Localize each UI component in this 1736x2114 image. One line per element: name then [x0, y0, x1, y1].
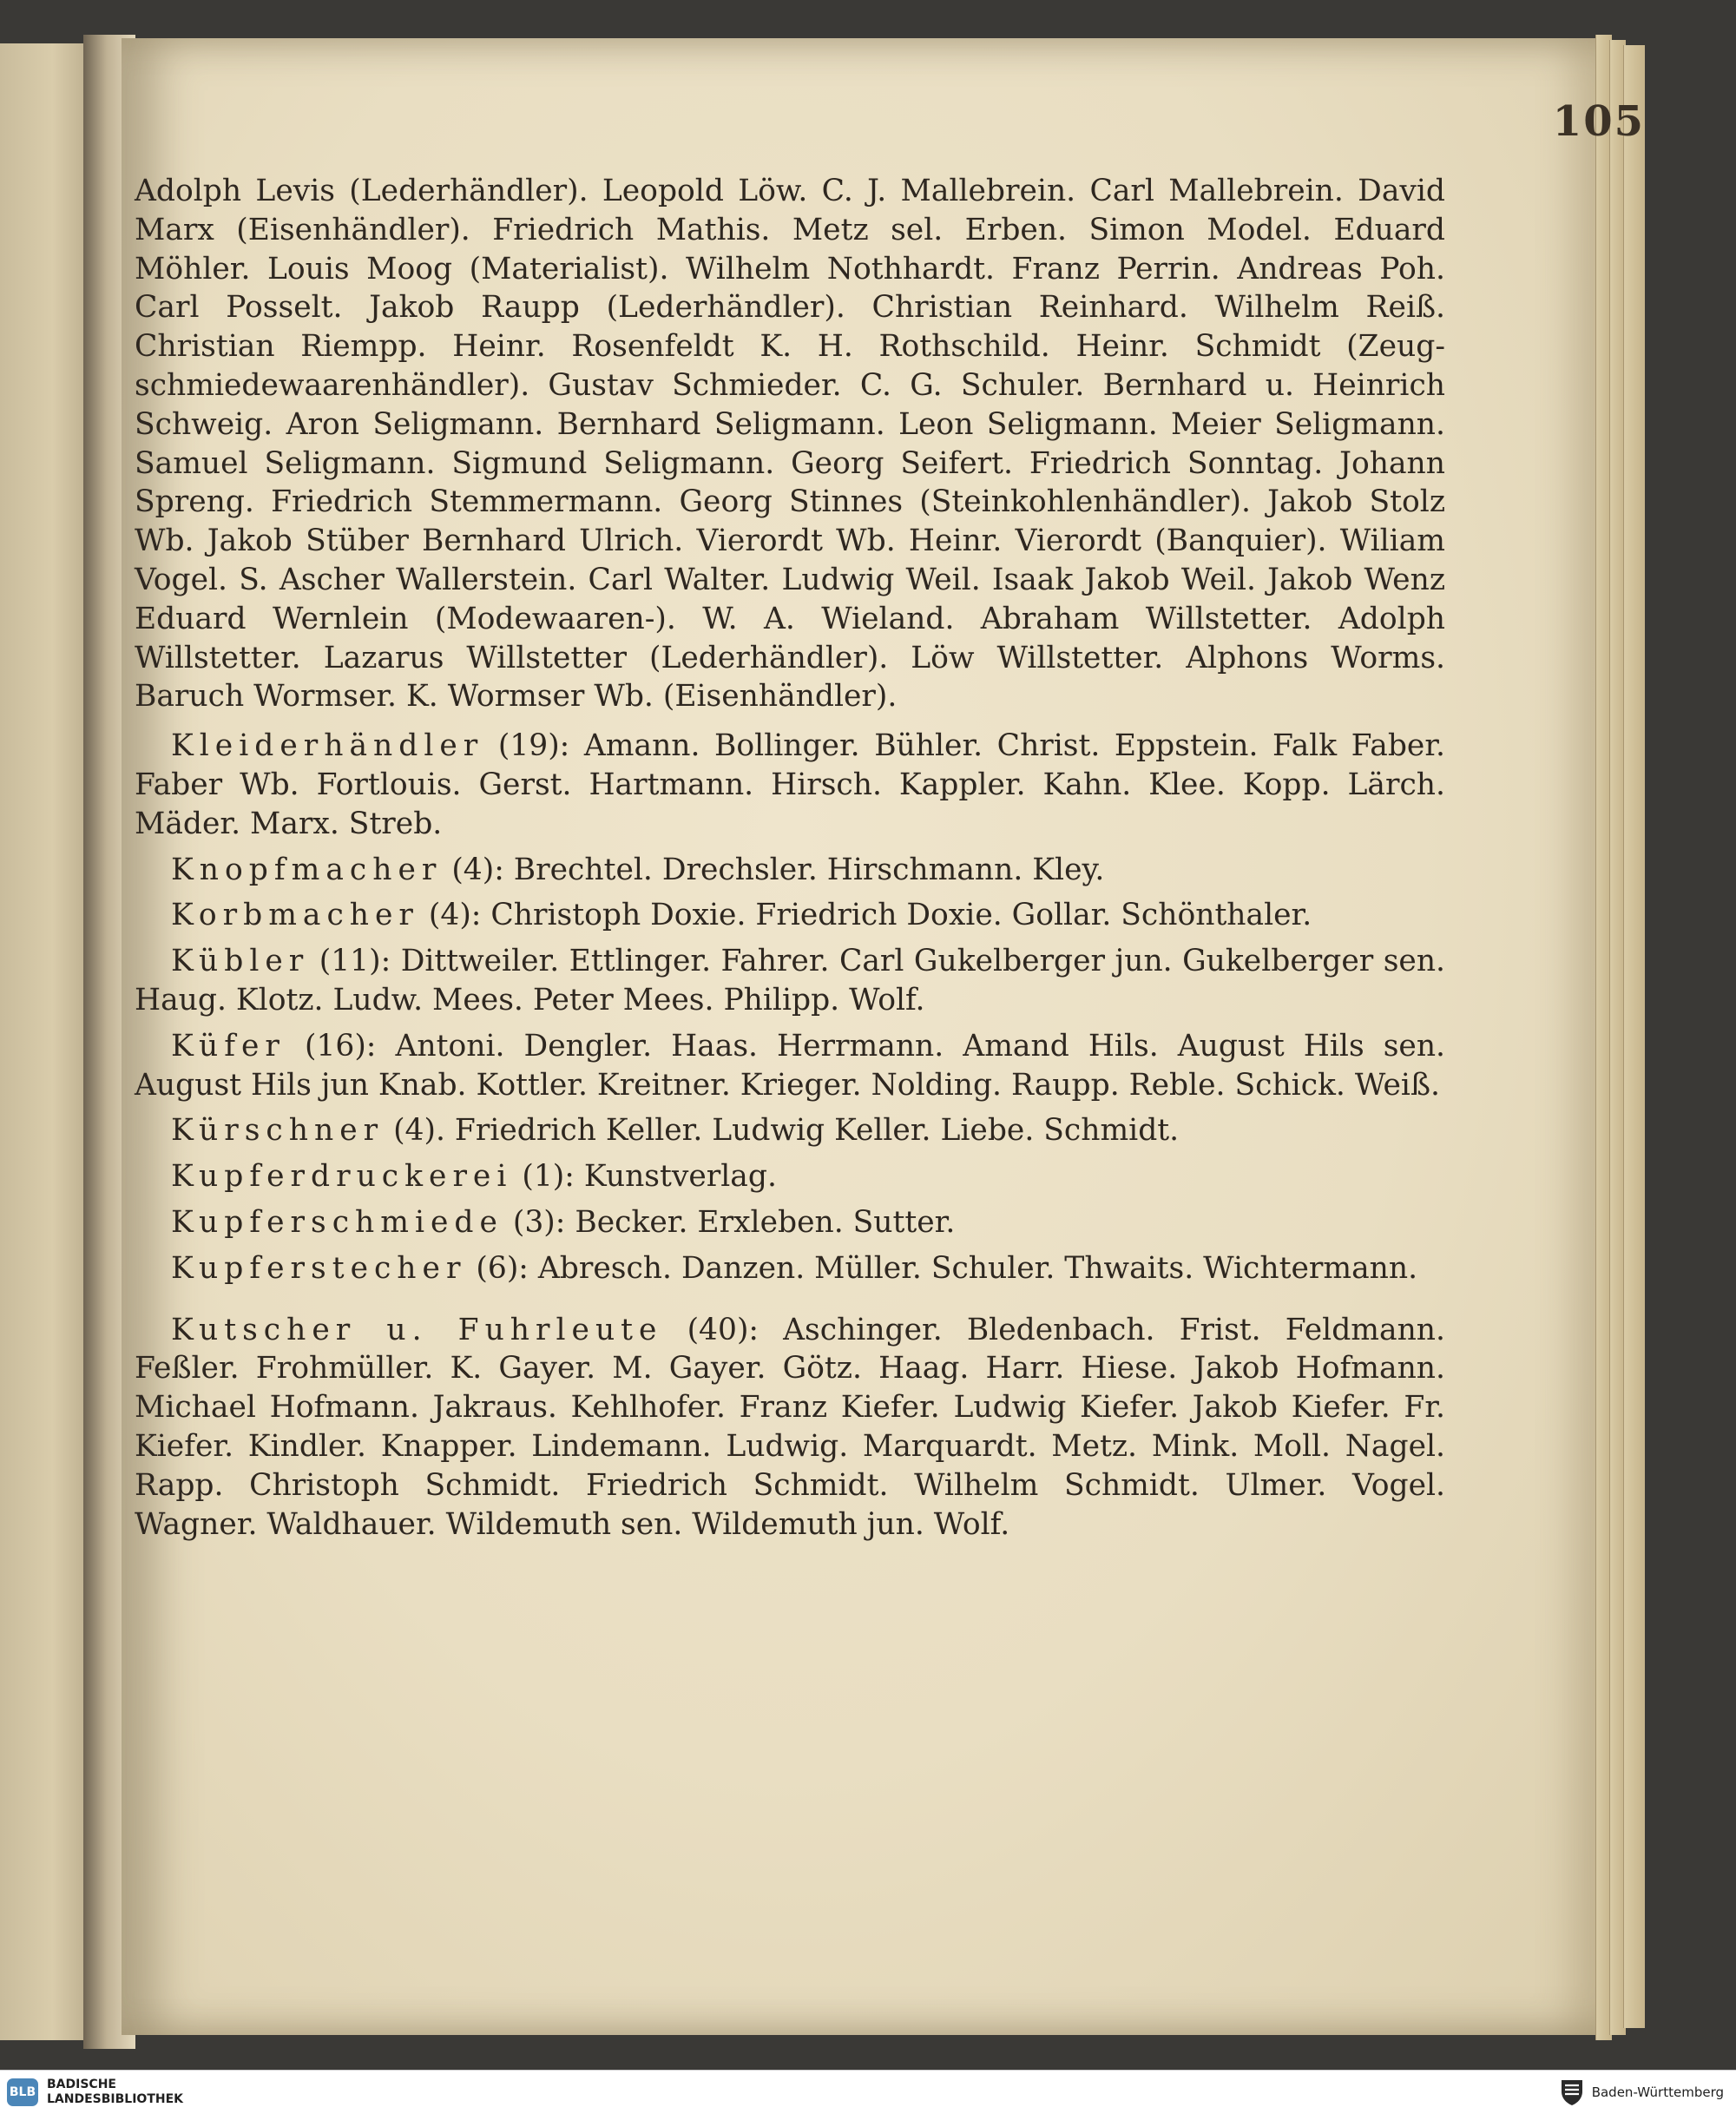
- trade-name: Kürschner: [171, 1113, 385, 1149]
- footer-bar: [0, 2070, 1736, 2114]
- trade-name: Korbmacher: [171, 898, 419, 933]
- trade-entry-kleiderhaendler: [135, 727, 1445, 843]
- trade-name: Kupferdruckerei: [171, 1159, 513, 1195]
- trade-entry-kuebler: [135, 942, 1445, 1020]
- trade-entry-kupferschmiede: [135, 1203, 1445, 1242]
- trade-count: (4):: [451, 852, 504, 887]
- trade-count: (1):: [522, 1159, 575, 1195]
- continued-paragraph: Adolph Levis (Lederhändler). Leopold Löw. C. J. Mallebrein. Carl Mallebrein. David Marx (Eisenhändler). Friedrich Mathis. Metz sel. Erben. Simon Model. Eduard Möhler. Louis Moog (Materialist). Wilhelm Nothhardt. Franz Perrin. Andreas Poh. Carl Posselt. Jakob Raupp (Lederhändler). Christian Reinhard. Wilhelm Reiß. Christian Riempp. Heinr. Rosenfeldt K. H. Rothschild. Heinr. Schmidt (Zeugschmiedewaarenhändler). Gustav Schmieder. C. G. Schuler. Bernhard u. Heinrich Schweig. Aron Seligmann. Bernhard Seligmann. Leon Seligmann. Meier Seligmann. Samuel Seligmann. Sigmund Seligmann. Georg Seifert. Friedrich Sonntag. Johann Spreng. Friedrich Stemmermann. Georg Stinnes (Steinkohlenhändler). Jakob Stolz Wb. Jakob Stüber Bernhard Ulrich. Vierordt Wb. Heinr. Vierordt (Banquier). Wiliam Vogel. S. Ascher Wallerstein. Carl Walter. Ludwig Weil. Isaak Jakob Weil. Jakob Wenz Eduard Wernlein (Modewaaren-). W. A. Wieland. Abraham Willstetter. Adolph Willstetter. Lazarus Willstetter (Lederhändler). Löw Willstetter. Alphons Worms. Baruch Wormser. K. Wormser Wb. (Eisenhändler).: [135, 174, 1445, 715]
- trade-count: (40):: [687, 1312, 760, 1347]
- trade-entry-korbmacher: [135, 896, 1445, 935]
- trade-count: (4):: [428, 898, 482, 933]
- trade-entry-kupferstecher: [135, 1249, 1445, 1288]
- page-edge: [1623, 45, 1645, 2028]
- trade-names: Becker. Erxleben. Sutter.: [575, 1204, 956, 1240]
- trade-names: Aschinger. Bledenbach. Frist. Feldmann. Feßler. Frohmüller. K. Gayer. M. Gayer. Götz. Haag. Harr. Hiese. Jakob Hofmann. Michael Hofmann. Jakraus. Kehlhofer. Franz Kiefer. Ludwig Kiefer. Jakob Kiefer. Fr. Kiefer. Kindler. Knapper. Lindemann. Ludwig. Marquardt. Metz. Mink. Moll. Nagel. Rapp. Christoph Schmidt. Friedrich Schmidt. Wilhelm Schmidt. Ulmer. Vogel. Wagner. Waldhauer. Wildemuth sen. Wildemuth jun. Wolf.: [135, 1312, 1445, 1542]
- trade-names: Abresch. Danzen. Müller. Schuler. Thwaits. Wichtermann.: [537, 1250, 1418, 1286]
- trade-entry-kutscher: [135, 1311, 1445, 1544]
- left-facing-page-edge: [0, 43, 95, 2040]
- coat-of-arms-icon: [1559, 2078, 1585, 2106]
- page-text: [135, 172, 1445, 1544]
- page-number: 105: [1552, 97, 1645, 146]
- baden-wuerttemberg-logo[interactable]: [1559, 2078, 1724, 2107]
- trade-name: Küfer: [171, 1028, 286, 1064]
- trade-entry-kuefer: [135, 1027, 1445, 1105]
- trade-count: (16):: [304, 1028, 377, 1064]
- trade-count: (11):: [319, 944, 391, 979]
- library-name-line1: BADISCHE: [47, 2078, 116, 2091]
- trade-entry-kuerschner: [135, 1111, 1445, 1150]
- trade-name: Kutscher u. Fuhrleute: [171, 1312, 663, 1347]
- trade-name: Kupferschmiede: [171, 1204, 503, 1240]
- trade-names: Amann. Bollinger. Bühler. Christ. Eppstein. Falk Faber. Faber Wb. Fortlouis. Gerst. Hartmann. Hirsch. Kappler. Kahn. Klee. Kopp. Lärch. Mäder. Marx. Streb.: [135, 728, 1446, 841]
- trade-name: Kübler: [171, 944, 310, 979]
- trade-count: (19):: [497, 728, 570, 764]
- trade-count: (6):: [476, 1250, 529, 1286]
- library-name-line2: LANDESBIBLIOTHEK: [47, 2092, 184, 2106]
- trade-name: Kupferstecher: [171, 1250, 467, 1286]
- state-name: Baden-Württemberg: [1591, 2084, 1724, 2100]
- trade-count: (3):: [512, 1204, 566, 1240]
- trade-count: (4).: [393, 1113, 445, 1149]
- trade-name: Knopfmacher: [171, 852, 443, 887]
- trade-names: Antoni. Dengler. Haas. Herrmann. Amand Hils. August Hils sen. August Hils jun Knab. Kottler. Kreitner. Krieger. Nolding. Raupp. Reble. Schick. Weiß.: [135, 1028, 1446, 1103]
- trade-names: Christoph Doxie. Friedrich Doxie. Gollar. Schönthaler.: [490, 898, 1312, 933]
- trade-name: Kleiderhändler: [171, 728, 484, 764]
- blb-logo-badge[interactable]: BLB: [7, 2078, 38, 2106]
- trade-names: Brechtel. Drechsler. Hirschmann. Kley.: [513, 852, 1105, 887]
- trade-names: Friedrich Keller. Ludwig Keller. Liebe. Schmidt.: [454, 1113, 1180, 1149]
- trade-entry-kupferdruckerei: [135, 1157, 1445, 1196]
- trade-names: Dittweiler. Ettlinger. Fahrer. Carl Gukelberger jun. Gukelberger sen. Haug. Klotz. Ludw. Mees. Peter Mees. Philipp. Wolf.: [135, 944, 1446, 1017]
- trade-entry-knopfmacher: [135, 851, 1445, 890]
- trade-names: Kunstverlag.: [583, 1159, 777, 1195]
- library-name[interactable]: [47, 2078, 183, 2107]
